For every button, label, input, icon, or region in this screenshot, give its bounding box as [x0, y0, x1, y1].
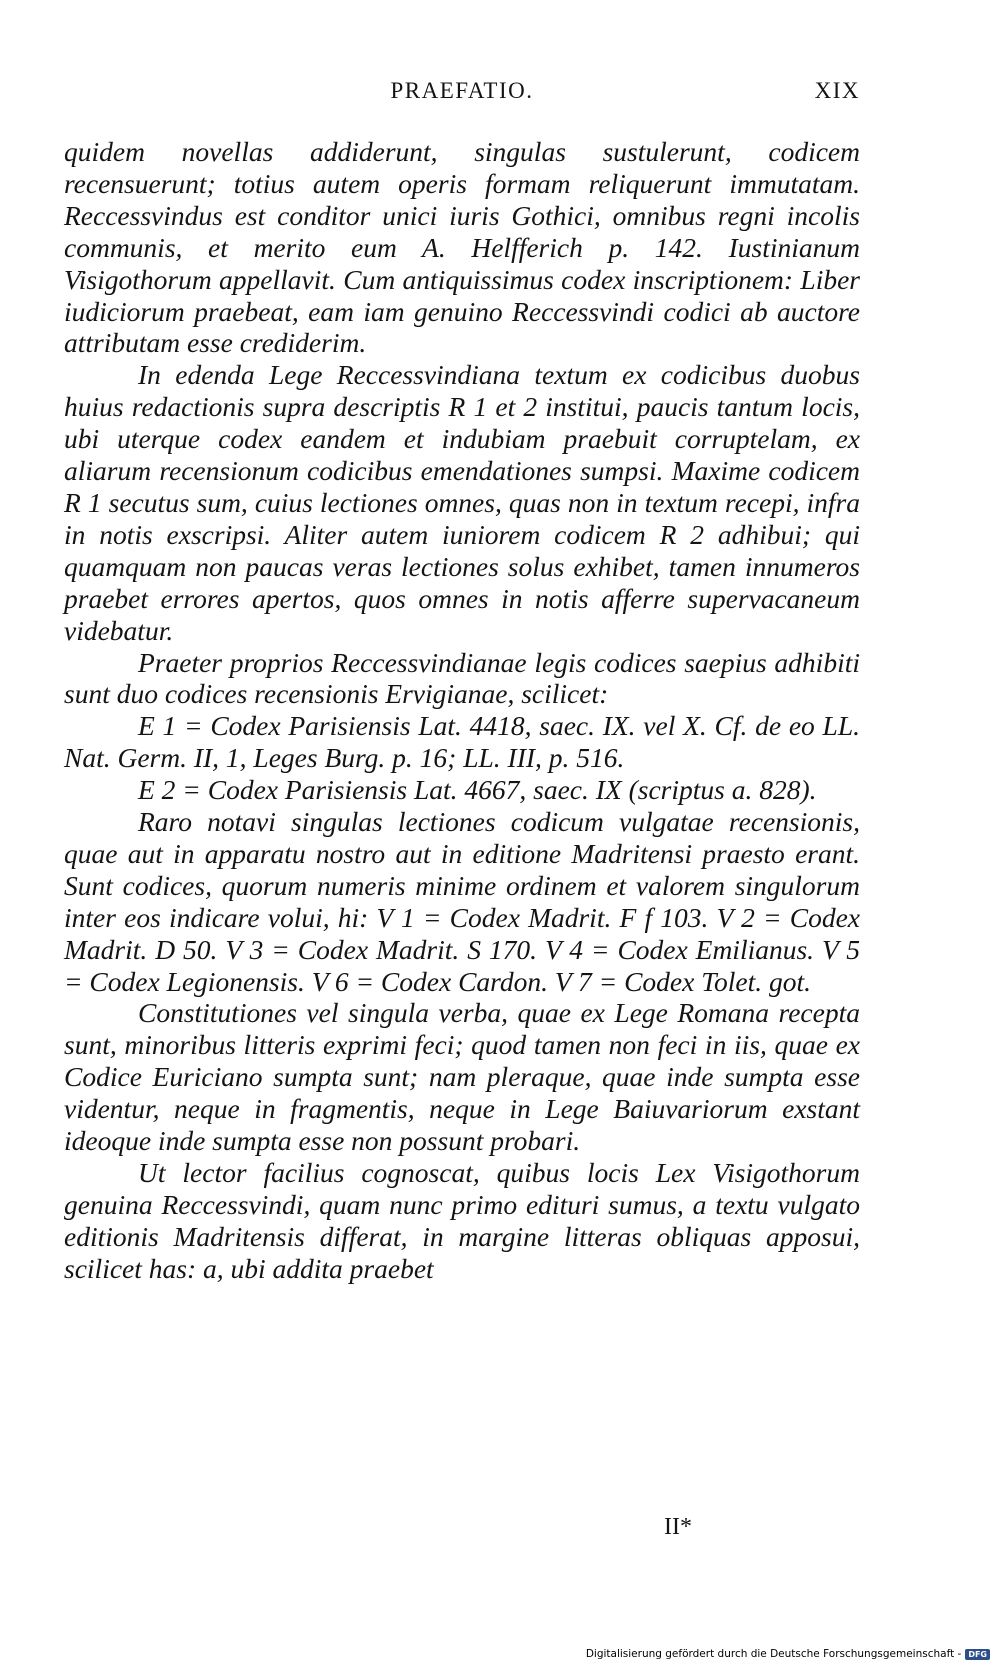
signature-mark: II*	[664, 1514, 692, 1540]
running-header	[64, 78, 860, 114]
digitization-footer	[586, 1648, 990, 1660]
paragraph-ervigian-codices: Praeter proprios Reccessvindianae legis codices saepius adhibiti sunt duo codices recensionis Ervigianae, scilicet:	[64, 646, 860, 710]
codex-entry-e2: E 2 = Codex Parisiensis Lat. 4667, saec. IX (scriptus a. 828).	[138, 774, 817, 806]
dfg-logo-icon: DFG	[965, 1649, 990, 1660]
paragraph-constitutiones: Constitutiones vel singula verba, quae ex Lege Romana recepta sunt, minoribus litteris exprimi feci; quod tamen non feci in iis, quae ex Codice Euriciano sumpta sunt; nam pleraque, quae inde sumpta esse videntur, neque in fragmentis, neque in Lege Baiuvariorum exstant ideoque inde sumpta esse non possunt probari.	[64, 997, 860, 1157]
paragraph-edition-method: In edenda Lege Reccessvindiana textum ex codicibus duobus huius redactionis supra descriptis R 1 et 2 institui, paucis tantum locis, ubi uterque codex eandem et indubiam praebuit corruptelam, ex aliarum recensionum codicibus emendationes sumpsi. Maxime codicem R 1 secutus sum, cuius lectiones omnes, quas non in textum recepi, infra in notis exscripsi. Aliter autem iuniorem codicem R 2 adhibui; qui quamquam non paucas veras lectiones solus exhibet, tamen innumeros praebet errores apertos, quos omnes in notis afferre supervacaneum videbatur.	[64, 359, 860, 646]
body-text	[64, 136, 860, 1285]
paragraph-continuation: quidem novellas addiderunt, singulas sustulerunt, codicem recensuerunt; totius autem operis formam reliquerunt immutatam. Reccessvindus est conditor unici iuris Gothici, omnibus regni incolis communis, et merito eum A. Helfferich p. 142. Iustinianum Visigothorum appellavit. Cum antiquissimus codex inscriptionem: Liber iudiciorum praebeat, eam iam genuino Reccessvindi codici ab auctore attributam esse crediderim.	[64, 136, 860, 359]
running-title: PRAEFATIO.	[390, 78, 534, 103]
page-number: XIX	[814, 78, 860, 103]
paragraph-margin-letters: Ut lector facilius cognoscat, quibus locis Lex Visigothorum genuina Reccessvindi, quam nunc primo edituri sumus, a textu vulgato editionis Madritensis differat, in margine litteras obliquas apposui, scilicet has: a, ubi addita praebet	[64, 1157, 860, 1284]
paragraph-vulgate-codices: Raro notavi singulas lectiones codicum vulgatae recensionis, quae aut in apparatu nostro aut in editione Madritensi praesto erant. Sunt codices, quorum numeris minime ordinem et valorem singulorum inter eos indicare volui, hi: V 1 = Codex Madrit. F f 103. V 2 = Codex Madrit. D 50. V 3 = Codex Madrit. S 170. V 4 = Codex Emilianus. V 5 = Codex Legionensis. V 6 = Codex Cardon. V 7 = Codex Tolet. got.	[64, 806, 860, 997]
codex-entry-e1: E 1 = Codex Parisiensis Lat. 4418, saec. IX. vel X. Cf. de eo LL. Nat. Germ. II, 1, Leges Burg. p. 16; LL. III, p. 516.	[64, 710, 860, 774]
footer-credit: Digitalisierung gefördert durch die Deutsche Forschungsgemeinschaft -	[585, 1648, 962, 1660]
